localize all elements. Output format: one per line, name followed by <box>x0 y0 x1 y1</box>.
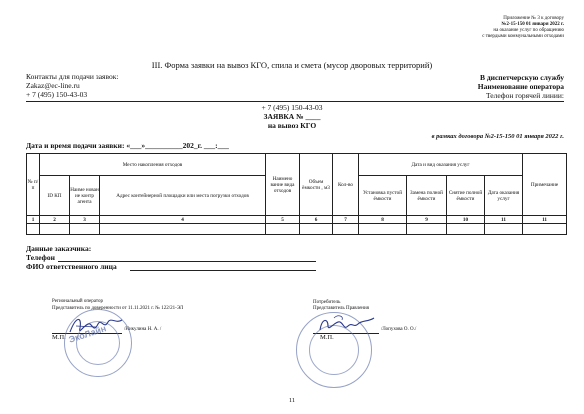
customer-fio-field[interactable] <box>130 270 316 271</box>
header-divider <box>26 101 564 102</box>
table-cell[interactable] <box>485 224 523 235</box>
col-num: 7 <box>333 216 359 224</box>
col-header-date: Дата оказания услуг <box>485 176 523 216</box>
col-header-replace: Замена полной ёмкости <box>407 176 447 216</box>
table-cell[interactable] <box>447 224 485 235</box>
annex-line3: на оказание услуг по обращению <box>493 28 564 33</box>
col-header-install: Установка пустой ёмкости <box>359 176 407 216</box>
table-row[interactable] <box>27 224 567 235</box>
operator-basis: Представитель по доверенности от 11.11.2021 г. № 122/21-ЭЛ <box>52 306 184 311</box>
customer-heading: Данные заказчика: <box>26 244 92 253</box>
operator-name: /Никулина Н. А. / <box>124 327 162 332</box>
col-num: 1 <box>27 216 40 224</box>
table-cell[interactable] <box>27 224 40 235</box>
table-cell[interactable] <box>266 224 300 235</box>
consumer-mp: М.П. <box>320 334 334 341</box>
col-num: 5 <box>266 216 300 224</box>
table-cell[interactable] <box>40 224 70 235</box>
contacts-heading: Контакты для подачи заявок: <box>26 72 119 81</box>
operator-signature-icon <box>66 312 126 338</box>
request-number: ЗАЯВКА № ____ <box>263 112 321 121</box>
dispatch-line1: В диспетчерскую службу <box>479 73 564 82</box>
request-table <box>26 153 567 235</box>
col-header-addr: Адрес контейнерной площадки или места погрузки отходов <box>100 176 266 216</box>
annex-line4: с твердыми коммунальными отходами <box>482 34 564 39</box>
contacts-email[interactable]: Zakaz@ec-line.ru <box>26 81 80 90</box>
col-num: 10 <box>447 216 485 224</box>
col-header-volume: Объем ёмкости , м3 <box>300 154 333 216</box>
col-num: 11 <box>485 216 523 224</box>
col-header-remove: Снятие полной ёмкости <box>447 176 485 216</box>
consumer-name: /Лопухова О. О./ <box>381 327 417 332</box>
page-number: 11 <box>288 397 296 404</box>
consumer-signature-icon <box>314 312 378 338</box>
operator-mp: М.П. <box>52 334 66 341</box>
table-cell[interactable] <box>70 224 100 235</box>
date-time-line: Дата и время подачи заявки: «___»__________202_г. ___:___ <box>26 141 229 150</box>
col-header-waste: Наимено вание вида отходов <box>266 154 300 216</box>
annex-line1: Приложение № 3 к договору <box>503 16 564 21</box>
page-title: III. Форма заявки на вывоз КГО, спила и смета (мусор дворовых территорий) <box>151 60 433 70</box>
contract-reference: в рамках договора №2-15-150 01 января 2022 г. <box>431 133 564 140</box>
col-num: 9 <box>407 216 447 224</box>
customer-phone-label: Телефон <box>26 253 55 262</box>
col-header-place: Место накопления отходов <box>40 154 266 176</box>
request-subtitle: на вывоз КГО <box>267 121 317 130</box>
customer-phone-row <box>26 253 316 262</box>
col-header-dates: Дата и вид оказания услуг <box>359 154 523 176</box>
col-header-note: Примечание <box>523 154 567 216</box>
col-header-no: № п/п <box>27 154 40 216</box>
dispatch-line3: Телефон горячей линии: <box>486 91 564 100</box>
contacts-block <box>26 72 118 99</box>
annex-block <box>482 16 564 40</box>
col-header-idkp: ID КП <box>40 176 70 216</box>
col-header-qty: Кол-во <box>333 154 359 216</box>
table-cell[interactable] <box>100 224 266 235</box>
table-cell[interactable] <box>333 224 359 235</box>
consumer-role: Потребитель <box>313 300 341 305</box>
col-num: 4 <box>100 216 266 224</box>
consumer-basis: Представитель Правления <box>313 306 369 311</box>
table-cell[interactable] <box>300 224 333 235</box>
annex-line2: №2-15-150 01 января 2022 г. <box>501 22 564 27</box>
customer-fio-row <box>26 262 316 271</box>
col-num: 2 <box>40 216 70 224</box>
dispatch-block <box>478 73 564 100</box>
col-num: 8 <box>359 216 407 224</box>
customer-fio-label: ФИО ответственного лица <box>26 262 117 271</box>
table-cell[interactable] <box>523 224 567 235</box>
table-cell[interactable] <box>359 224 407 235</box>
col-header-name: Наиме нован ие контр агента <box>70 176 100 216</box>
col-num: 6 <box>300 216 333 224</box>
col-num: 11 <box>523 216 567 224</box>
table-cell[interactable] <box>407 224 447 235</box>
dispatch-line2: Наименование оператора <box>477 82 564 91</box>
operator-stamp-text: ЭкоЛайн <box>67 323 108 345</box>
center-phone: + 7 (495) 150-43-03 <box>261 103 323 112</box>
col-num: 3 <box>70 216 100 224</box>
operator-role: Региональный оператор <box>52 299 103 304</box>
contacts-phone: + 7 (495) 150-43-03 <box>26 90 88 99</box>
